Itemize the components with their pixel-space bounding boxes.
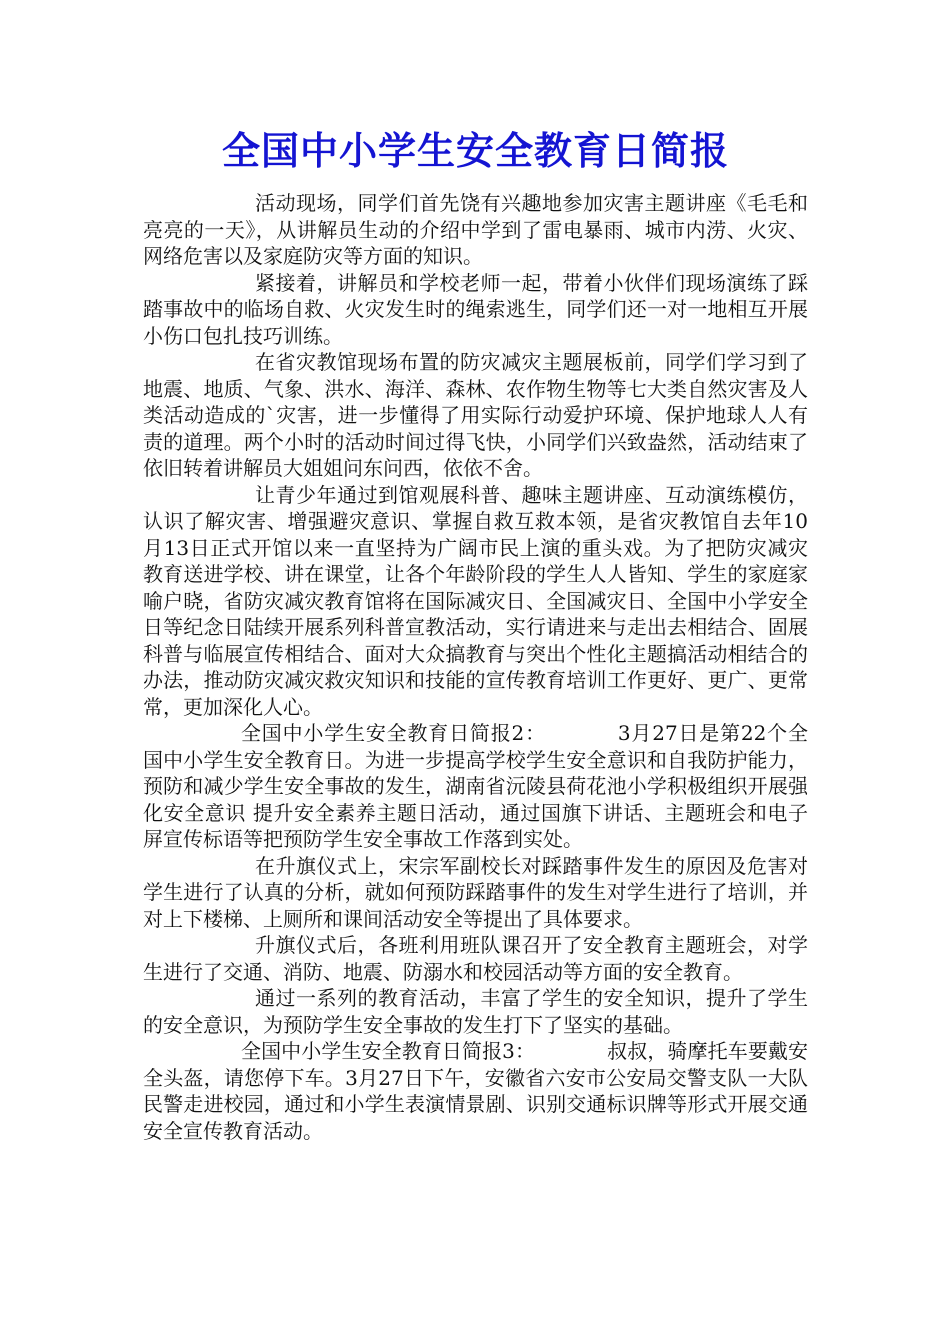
report-2-paragraph — [143, 720, 808, 853]
paragraph: 活动现场，同学们首先饶有兴趣地参加灾害主题讲座《毛毛和亮亮的一天》，从讲解员生动的介绍中学到了雷电暴雨、城市内涝、火灾、网络危害以及家庭防灾等方面的知识。 — [143, 191, 808, 268]
paragraph: 让青少年通过到馆观展科普、趣味主题讲座、互动演练模仿，认识了解灾害、增强避灾意识、掌握自救互救本领，是省灾教馆自去年10月13日正式开馆以来一直坚持为广阔市民上演的重头戏。为了把防灾减灾教育送进学校、讲在课堂，让各个年龄阶段的学生人人皆知、学生的家庭家喻户晓，省防灾减灾教育馆将在国际减灾日、全国减灾日、全国中小学安全日等纪念日陆续开展系列科普宣教活动，实行请进来与走出去相结合、固展科普与临展宣传相结合、面对大众搞教育与突出个性化主题搞活动相结合的办法，推动防灾减灾救灾知识和技能的宣传教育培训工作更好、更广、更常常，更加深化人心。 — [143, 482, 808, 719]
paragraph: 紧接着，讲解员和学校老师一起，带着小伙伴们现场演练了踩踏事故中的临场自救、火灾发生时的绳索逃生，同学们还一对一地相互开展小伤口包扎技巧训练。 — [143, 270, 808, 348]
paragraph: 升旗仪式后，各班利用班队课召开了安全教育主题班会，对学生进行了交通、消防、地震、防溺水和校园活动等方面的安全教育。 — [143, 933, 808, 984]
report-3-heading: 全国中小学生安全教育日简报3： — [241, 1039, 536, 1063]
report-2-heading: 全国中小学生安全教育日简报2： — [241, 721, 546, 745]
paragraph: 在省灾教馆现场布置的防灾减灾主题展板前，同学们学习到了地震、地质、气象、洪水、海洋、森林、农作物生物等七大类自然灾害及人类活动造成的`灾害，进一步懂得了用实际行动爱护环境、保护地球人人有责的道理。两个小时的活动时间过得飞快，小同学们兴致盎然，活动结束了依旧转着讲解员大姐姐问东问西，依依不舍。 — [143, 350, 808, 480]
report-2-body: 3月27日是第22个全国中小学生安全教育日。为进一步提高学校学生安全意识和自我防护能力，预防和减少学生安全事故的发生，湖南省沅陵县荷花池小学积极组织开展强化安全意识 提升安全素养主题日活动，通过国旗下讲话、主题班会和电子屏宣传标语等把预防学生安全事故工作落到实处。 — [143, 721, 808, 851]
paragraph: 在升旗仪式上，宋宗军副校长对踩踏事件发生的原因及危害对学生进行了认真的分析，就如何预防踩踏事件的发生对学生进行了培训，并对上下楼梯、上厕所和课间活动安全等提出了具体要求。 — [143, 853, 808, 931]
document-title: 全国中小学生安全教育日简报 — [221, 129, 729, 173]
paragraph: 通过一系列的教育活动，丰富了学生的安全知识，提升了学生的安全意识，为预防学生安全事故的发生打下了坚实的基础。 — [143, 986, 808, 1037]
report-3-body: 叔叔，骑摩托车要戴安全头盔，请您停下车。3月27日下午，安徽省六安市公安局交警支队一大队民警走进校园，通过和小学生表演情景剧、识别交通标识牌等形式开展交通安全宣传教育活动。 — [143, 1039, 808, 1143]
report-3-paragraph — [143, 1038, 808, 1144]
document-page — [143, 120, 808, 1144]
